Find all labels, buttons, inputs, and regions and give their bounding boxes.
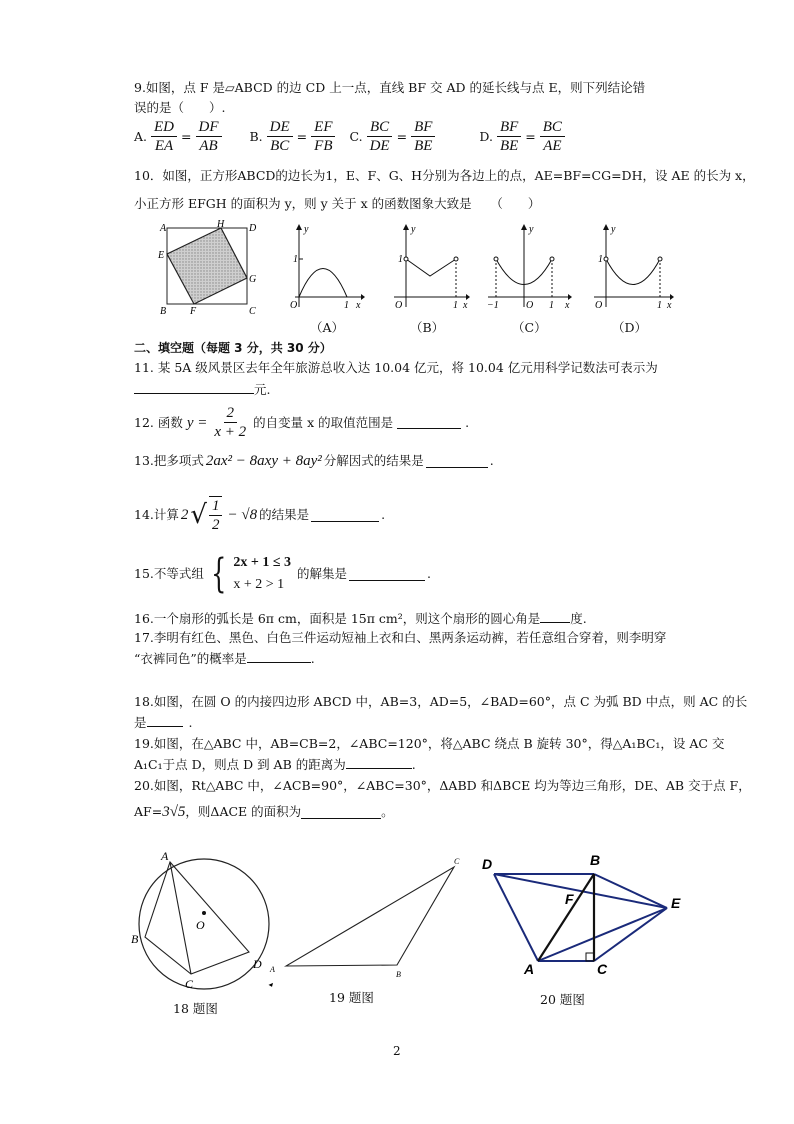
- svg-text:C: C: [185, 977, 194, 991]
- q9-option-c-label: C.: [349, 128, 363, 144]
- q10-caption-b: （B）: [410, 320, 445, 335]
- svg-text:A: A: [160, 223, 167, 234]
- svg-text:x: x: [565, 300, 570, 311]
- svg-text:O: O: [595, 300, 603, 311]
- svg-text:O: O: [395, 300, 403, 311]
- svg-text:D: D: [482, 856, 493, 872]
- q17-answer-blank[interactable]: [247, 650, 311, 663]
- svg-text:A: A: [524, 961, 535, 977]
- svg-text:O: O: [526, 300, 534, 311]
- q12-line: 12. 函数 y = $\frac{2}{x + 2}$ 的自变量 x 的取值范围是 .: [134, 405, 470, 440]
- svg-text:O: O: [290, 300, 298, 311]
- q11-line1: 11. 某 5A 级风景区去年全年旅游总收入达 10.04 亿元，将 10.04 亿元用科学记数法可表示为: [134, 360, 658, 375]
- q12-answer-blank[interactable]: [397, 416, 461, 429]
- svg-text:A: A: [161, 849, 169, 863]
- q9-b-right-fraction: $\frac{EF}{FB}$: [311, 118, 335, 155]
- svg-text:y: y: [611, 224, 616, 235]
- svg-text:B: B: [160, 306, 167, 317]
- q18-line1: 18.如图，在圆 O 的内接四边形 ABCD 中，AB=3，AD=5，∠BAD=60°，点 C 为弧 BD 中点，则 AC 的长: [134, 694, 748, 709]
- q10-caption-c: （C）: [512, 320, 547, 335]
- svg-text:y: y: [529, 224, 534, 235]
- q10-square-figure: [155, 219, 257, 318]
- svg-text:O: O: [196, 918, 205, 932]
- q20-answer-blank[interactable]: [301, 806, 381, 819]
- svg-text:1: 1: [453, 300, 458, 311]
- svg-text:A: A: [270, 965, 275, 974]
- q15-answer-blank[interactable]: [349, 568, 425, 581]
- fig18-circle-diagram: [128, 848, 274, 998]
- q17-line2: “衣裤同色”的概率是 .: [134, 651, 315, 666]
- q18-line2: 是 .: [134, 715, 193, 730]
- q9-a-left-fraction: $\frac{ED}{EA}$: [151, 118, 177, 155]
- q14-line: 14.计算 2 √ $\frac{1}{2}$ − √8 的结果是 .: [134, 498, 386, 533]
- svg-text:y: y: [411, 224, 416, 235]
- svg-text:F: F: [190, 306, 197, 317]
- fig18-caption: 18 题图: [173, 1001, 218, 1016]
- q18-answer-blank[interactable]: [147, 714, 183, 727]
- q10-graph-c: [486, 222, 576, 312]
- q13-answer-blank[interactable]: [426, 455, 488, 468]
- svg-text:y: y: [304, 224, 309, 235]
- svg-text:◂: ◂: [268, 980, 273, 989]
- q20-line2: AF= 3√5 ，则ΔACE 的面积为 。: [134, 804, 394, 820]
- svg-text:C: C: [597, 961, 608, 977]
- svg-text:E: E: [158, 250, 165, 261]
- q14-answer-blank[interactable]: [311, 509, 379, 522]
- svg-text:H: H: [217, 219, 225, 230]
- q19-line2: A₁C₁于点 D，则点 D 到 AB 的距离为 .: [134, 757, 416, 772]
- svg-text:C: C: [454, 857, 460, 866]
- q15-line: 15.不等式组 { 2x + 1 ≤ 3 x + 2 > 1 的解集是 .: [134, 551, 432, 597]
- fig20-caption: 20 题图: [540, 992, 585, 1007]
- svg-text:−1: −1: [487, 300, 499, 311]
- svg-text:B: B: [396, 970, 401, 979]
- q9-d-left-fraction: $\frac{BF}{BE}$: [497, 118, 521, 155]
- q10-caption-d: （D）: [612, 320, 648, 335]
- svg-text:1: 1: [344, 300, 349, 311]
- svg-text:B: B: [131, 932, 139, 946]
- q9-d-right-fraction: $\frac{BC}{AE}$: [540, 118, 565, 155]
- q20-line1: 20.如图，Rt△ABC 中，∠ACB=90°，∠ABC=30°，ΔABD 和ΔBCE 均为等边三角形，DE、AB 交于点 F，: [134, 778, 751, 793]
- section2-title: 二、填空题（每题 3 分，共 30 分）: [134, 341, 332, 355]
- q9-option-b-label: B.: [249, 128, 263, 144]
- svg-text:x: x: [356, 300, 361, 311]
- q16-answer-blank[interactable]: [540, 610, 570, 623]
- svg-text:D: D: [249, 223, 257, 234]
- q17-line1: 17.李明有红色、黑色、白色三件运动短袖上衣和白、黑两条运动裤，若任意组合穿着，则李明穿: [134, 630, 667, 645]
- svg-text:F: F: [565, 891, 574, 907]
- q12-fraction: $\frac{2}{x + 2}$: [214, 405, 247, 440]
- fig20-triangles-diagram: [478, 850, 688, 985]
- q14-fraction: $\frac{1}{2}$: [209, 496, 223, 534]
- q10-graph-a: [285, 222, 365, 312]
- svg-text:1: 1: [293, 254, 298, 265]
- svg-text:x: x: [463, 300, 468, 311]
- q9-option-d-label: D.: [479, 128, 493, 144]
- q16-line: 16.一个扇形的弧长是 6π cm，面积是 15π cm²，则这个扇形的圆心角是 度.: [134, 611, 587, 626]
- q19-line1: 19.如图，在△ABC 中，AB=CB=2，∠ABC=120°，将△ABC 绕点 B 旋转 30°，得△A₁BC₁，设 AC 交: [134, 736, 725, 751]
- q9-b-left-fraction: $\frac{DE}{BC}$: [267, 118, 293, 155]
- q11-answer-blank[interactable]: [134, 381, 254, 394]
- q10-graph-d: [590, 222, 678, 312]
- q10-line1: 10．如图，正方形ABCD的边长为1，E、F、G、H分别为各边上的点，AE=BF=CG=DH，设 AE 的长为 x，: [134, 168, 755, 183]
- q10-graph-b: [388, 222, 472, 312]
- q11-line2: 元.: [134, 381, 270, 398]
- fig19-caption: 19 题图: [329, 990, 374, 1005]
- q19-answer-blank[interactable]: [346, 756, 412, 769]
- svg-text:x: x: [667, 300, 672, 311]
- q9-option-a-label: A.: [134, 128, 148, 144]
- svg-text:D: D: [253, 957, 262, 971]
- page-number: 2: [393, 1044, 401, 1058]
- q9-line2: 误的是（ ）.: [134, 100, 226, 115]
- svg-text:C: C: [249, 306, 256, 317]
- svg-text:1: 1: [598, 254, 603, 265]
- svg-text:G: G: [249, 274, 257, 285]
- q10-line2: 小正方形 EFGH 的面积为 y，则 y 关于 x 的函数图象大致是 （ ）: [134, 196, 541, 211]
- q15-inequality-2: x + 2 > 1: [233, 577, 285, 592]
- q9-a-right-fraction: $\frac{DF}{AB}$: [196, 118, 222, 155]
- svg-text:1: 1: [657, 300, 662, 311]
- q15-inequality-1: 2x + 1 ≤ 3: [233, 555, 292, 570]
- q9-options: A. $\frac{ED}{EA}$ = $\frac{DF}{AB}$ B. $\frac{DE}{BC}$ = $\frac{EF}{FB}$ C. $\frac{BC}{DE}$ = $\frac{BF}{BE}$ D. $\frac{BF}{BE}$ = $\frac{BC}{AE}$: [134, 118, 565, 155]
- svg-text:1: 1: [549, 300, 554, 311]
- q9-c-left-fraction: $\frac{BC}{DE}$: [367, 118, 393, 155]
- svg-text:1: 1: [398, 254, 403, 265]
- svg-text:E: E: [671, 895, 681, 911]
- q10-caption-a: （A）: [310, 320, 345, 335]
- q9-c-right-fraction: $\frac{BF}{BE}$: [411, 118, 435, 155]
- q9-line1: 9.如图，点 F 是▱ABCD 的边 CD 上一点，直线 BF 交 AD 的延长线与点 E，则下列结论错: [134, 80, 646, 95]
- fig19-triangle-diagram: [266, 855, 466, 989]
- q13-line: 13.把多项式 2ax² − 8axy + 8ay² 分解因式的结果是 .: [134, 453, 494, 469]
- svg-text:B: B: [590, 852, 601, 868]
